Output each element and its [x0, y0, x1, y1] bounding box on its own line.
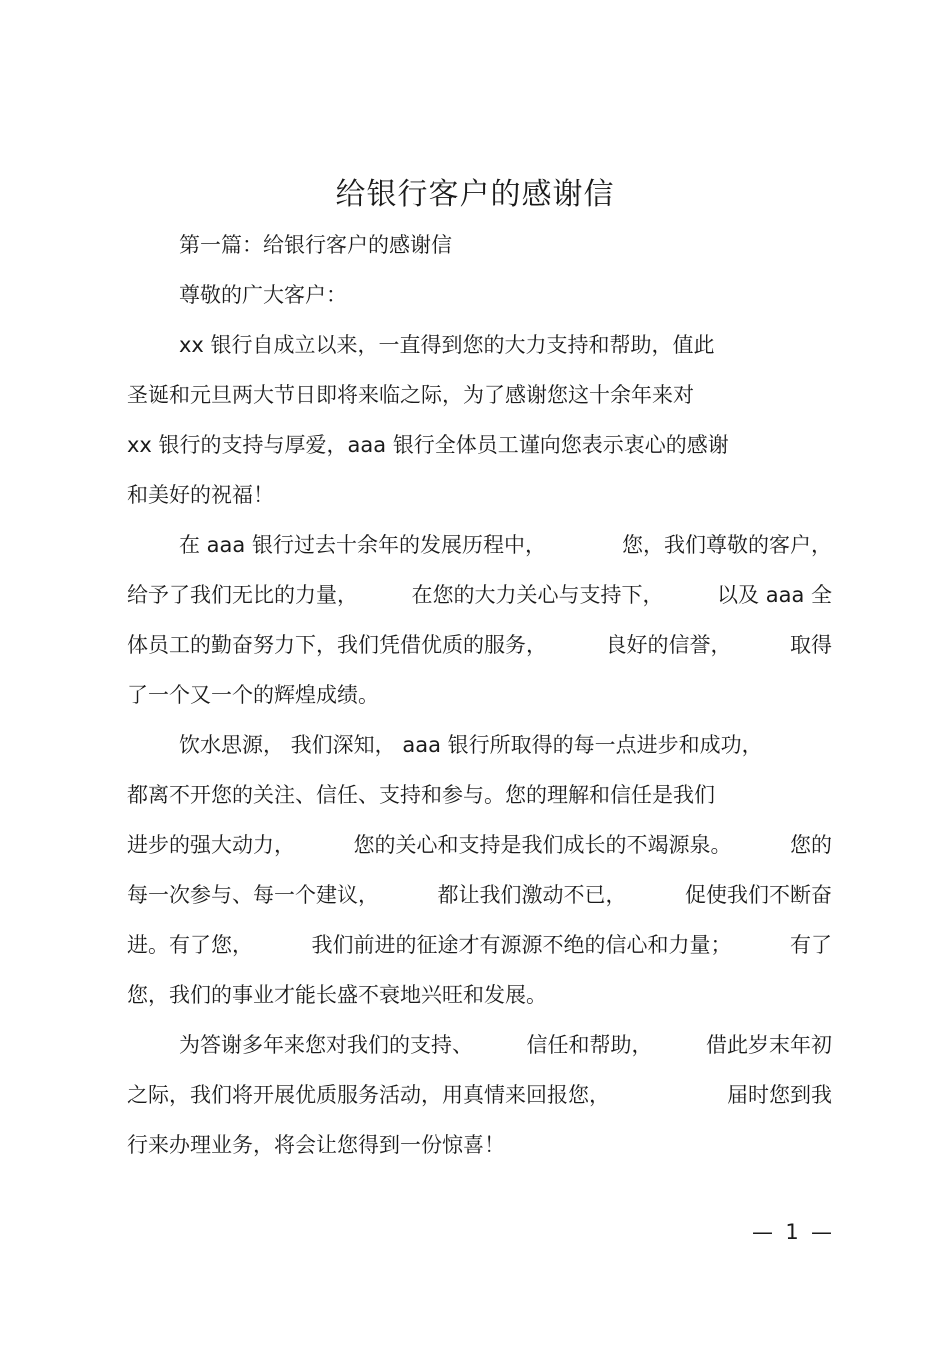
text-segment: aaa 银行全体员工谨向您表示衷心的感谢 [347, 433, 729, 457]
text-line [127, 570, 832, 620]
text-segment: 您，我们尊敬的客户， [622, 533, 832, 557]
text-segment: 取得 [790, 633, 832, 657]
text-segment: 之际，我们将开展优质服务活动，用真情来回报您， [127, 1083, 610, 1107]
text-segment: 信任和帮助， [526, 1033, 653, 1057]
text-segment: 您，我们的事业才能长盛不衰地兴旺和发展。 [127, 983, 547, 1007]
text-segment: 行来办理业务，将会让您得到一份惊喜！ [127, 1133, 505, 1157]
text-line [127, 1120, 832, 1170]
text-segment: 第一篇：给银行客户的感谢信 [179, 233, 452, 257]
text-segment: 我们前进的征途才有源源不绝的信心和力量； [311, 933, 732, 957]
text-segment: 在 aaa 银行过去十余年的发展历程中， [179, 533, 546, 557]
text-segment: 您的关心和支持是我们成长的不竭源泉。 [353, 833, 732, 857]
text-line [179, 320, 832, 370]
text-segment: 圣诞和元旦两大节日即将来临之际，为了感谢您这十余年来对 [127, 383, 694, 407]
page-number-dash-right: — [811, 1220, 832, 1244]
text-line [127, 670, 832, 720]
text-segment: 都让我们激动不已， [437, 883, 627, 907]
text-segment: xx 银行的支持与厚爱， [127, 433, 348, 457]
text-segment: 以及 aaa 全 [717, 583, 832, 607]
text-line [127, 470, 832, 520]
document-title: 给银行客户的感谢信 [335, 177, 615, 212]
text-segment: 了一个又一个的辉煌成绩。 [127, 683, 379, 707]
text-segment: 良好的信誉， [605, 633, 732, 657]
page-number-dash-left: — [752, 1220, 773, 1244]
text-segment: xx 银行自成立以来，一直得到您的大力支持和帮助，值此 [179, 333, 715, 357]
text-segment: 借此岁末年初 [706, 1033, 832, 1057]
text-line [127, 820, 832, 870]
text-line [127, 420, 832, 470]
text-line [179, 520, 832, 570]
text-segment: 在您的大力关心与支持下， [411, 583, 664, 607]
text-line [127, 1070, 832, 1120]
text-segment: 和美好的祝福！ [127, 483, 274, 507]
text-line [179, 720, 832, 770]
text-segment: 每一次参与、每一个建议， [127, 883, 379, 907]
text-line [127, 620, 832, 670]
page-number [752, 1212, 832, 1252]
text-segment: 给予了我们无比的力量， [127, 583, 358, 607]
text-segment: 您的 [790, 833, 832, 857]
text-line [127, 920, 832, 970]
text-segment: 体员工的勤奋努力下，我们凭借优质的服务， [127, 633, 547, 657]
text-segment: 尊敬的广大客户： [179, 283, 347, 307]
text-segment: 有了 [790, 933, 832, 957]
text-segment: 饮水思源， 我们深知， aaa 银行所取得的每一点进步和成功， [179, 733, 763, 757]
text-segment: 进步的强大动力， [127, 833, 295, 857]
text-segment: 进。有了您， [127, 933, 253, 957]
text-line [127, 370, 832, 420]
text-line [179, 1020, 832, 1070]
page-number-value: 1 [785, 1220, 799, 1244]
text-segment: 都离不开您的关注、 [127, 783, 316, 807]
text-line [127, 970, 832, 1020]
text-line [127, 770, 832, 820]
text-line [127, 870, 832, 920]
text-segment: 信任、支持和参与。您的理解和信任是我们 [316, 783, 715, 807]
text-segment: 促使我们不断奋 [685, 883, 832, 907]
text-line [179, 220, 832, 270]
text-line [179, 270, 832, 320]
text-segment: 届时您到我 [727, 1083, 832, 1107]
text-segment: 为答谢多年来您对我们的支持、 [179, 1033, 473, 1057]
